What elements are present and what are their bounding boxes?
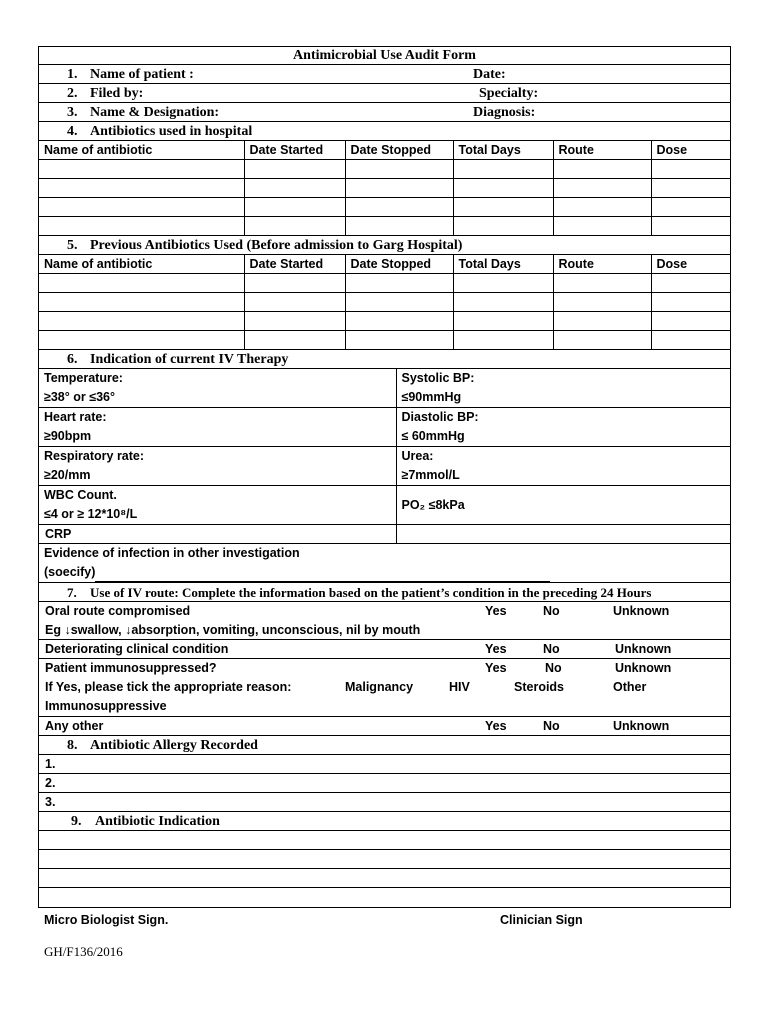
down-arrow-icon: ↓ [125, 623, 132, 637]
table-cell[interactable] [651, 293, 730, 312]
if-yes-label: If Yes, please tick the appropriate reason: [45, 680, 292, 694]
table-cell[interactable] [39, 274, 244, 293]
vitals-table [39, 369, 730, 582]
section-7-header [39, 583, 730, 602]
form-title: Antimicrobial Use Audit Form [39, 47, 730, 65]
table-cell[interactable] [345, 217, 453, 236]
heart-rate-cell[interactable] [39, 408, 396, 447]
section-8-header [39, 736, 730, 755]
temperature-criteria: ≥38° or ≤36° [44, 390, 115, 404]
table-row[interactable] [39, 160, 730, 179]
systolic-bp-label: Systolic BP: [401, 371, 475, 385]
allergy-number: 3. [45, 795, 56, 809]
table-cell[interactable] [651, 160, 730, 179]
column-header: Name of antibiotic [39, 141, 244, 160]
section-label: Antibiotic Indication [95, 814, 220, 829]
column-header: Route [553, 255, 651, 274]
column-header: Date Stopped [345, 255, 453, 274]
any-other-yes-option[interactable]: Yes [485, 719, 507, 733]
table-cell[interactable] [651, 198, 730, 217]
vitals-row [39, 369, 730, 408]
table-row[interactable] [39, 293, 730, 312]
item-number: 4. [67, 124, 78, 139]
vitals-row [39, 544, 730, 583]
table-cell[interactable] [39, 179, 244, 198]
urea-label: Urea: [401, 449, 434, 463]
table-cell[interactable] [39, 217, 244, 236]
table-cell[interactable] [39, 312, 244, 331]
vitals-row [39, 486, 730, 525]
section-label: Antibiotics used in hospital [90, 124, 253, 139]
steroids-option[interactable]: Steroids [514, 680, 565, 694]
table-cell[interactable] [651, 179, 730, 198]
section-label: Indication of current IV Therapy [90, 352, 289, 367]
table-cell[interactable] [553, 179, 651, 198]
column-header: Dose [651, 255, 730, 274]
allergy-row-3[interactable] [39, 793, 730, 812]
table-cell[interactable] [345, 312, 453, 331]
section-label: Antibiotic Allergy Recorded [90, 738, 258, 753]
table-cell[interactable] [553, 274, 651, 293]
item-number: 1. [67, 67, 78, 82]
wbc-cell[interactable] [39, 486, 396, 525]
temperature-cell[interactable] [39, 369, 396, 408]
section-label: Previous Antibiotics Used (Before admission to Garg Hospital) [90, 238, 463, 253]
oral-no-option[interactable]: No [543, 604, 560, 618]
table-row[interactable] [39, 179, 730, 198]
heart-rate-label: Heart rate: [44, 410, 107, 424]
item-number: 5. [67, 238, 78, 253]
table-cell[interactable] [244, 160, 345, 179]
deteriorating-row [39, 640, 730, 659]
item-number: 9. [71, 814, 82, 829]
table-cell[interactable] [345, 293, 453, 312]
item-number: 7. [67, 585, 77, 600]
column-header: Total Days [453, 141, 553, 160]
table-cell[interactable] [345, 198, 453, 217]
urea-cell[interactable] [396, 447, 730, 486]
table-cell[interactable] [553, 217, 651, 236]
indication-line-2[interactable] [39, 850, 730, 869]
crp-label: CRP [45, 527, 72, 541]
example-rest: absorption, vomiting, unconscious, nil by mouth [131, 623, 421, 637]
vitals-row [39, 525, 730, 544]
deteriorating-unknown-option[interactable]: Unknown [615, 642, 672, 656]
example-prefix: Eg [45, 623, 65, 637]
crp-value-cell[interactable] [396, 525, 730, 544]
table-cell[interactable] [553, 331, 651, 350]
table-cell[interactable] [244, 274, 345, 293]
table-header-row [39, 255, 730, 274]
any-other-no-option[interactable]: No [543, 719, 560, 733]
oral-yes-option[interactable]: Yes [485, 604, 507, 618]
table-cell[interactable] [553, 160, 651, 179]
item-number: 2. [67, 86, 78, 101]
form-code: GH/F136/2016 [44, 944, 123, 959]
wbc-label: WBC Count. [44, 488, 117, 502]
table-row[interactable] [39, 274, 730, 293]
table-cell[interactable] [345, 331, 453, 350]
section-label: Use of IV route: Complete the information based on the patient’s condition in the preceding 24 Hours [90, 585, 652, 600]
column-header: Date Started [244, 255, 345, 274]
evidence-specify-line [44, 563, 725, 582]
table-cell[interactable] [453, 160, 553, 179]
immuno-unknown-option[interactable]: Unknown [615, 661, 672, 675]
table-cell[interactable] [453, 331, 553, 350]
respiratory-rate-label: Respiratory rate: [44, 449, 145, 463]
item-number: 8. [67, 738, 78, 753]
table-cell[interactable] [39, 331, 244, 350]
table-row[interactable] [39, 217, 730, 236]
previous-antibiotics-table-row [39, 255, 730, 350]
specify-label: (soecify) [44, 565, 96, 579]
table-cell[interactable] [39, 293, 244, 312]
oral-unknown-option[interactable]: Unknown [613, 604, 670, 618]
table-cell[interactable] [244, 312, 345, 331]
audit-form [38, 46, 731, 908]
indication-line-4[interactable] [39, 888, 730, 907]
item-number: 3. [67, 105, 78, 120]
evidence-label: Evidence of infection in other investigation [44, 546, 300, 560]
micro-biologist-sign-label: Micro Biologist Sign. [44, 913, 169, 927]
malignancy-option[interactable]: Malignancy [345, 680, 414, 694]
table-header-row [39, 141, 730, 160]
vitals-table-row [39, 369, 730, 583]
allergy-row-1[interactable] [39, 755, 730, 774]
example-swallow: swallow, [70, 623, 126, 637]
diagnosis-label: Diagnosis: [473, 105, 536, 120]
any-other-row [39, 717, 730, 736]
oral-example-line [45, 623, 420, 637]
table-cell[interactable] [453, 179, 553, 198]
table-cell[interactable] [553, 198, 651, 217]
specify-blank[interactable] [95, 567, 550, 582]
table-cell[interactable] [553, 293, 651, 312]
diastolic-bp-criteria: ≤ 60mmHg [401, 429, 465, 443]
column-header: Total Days [453, 255, 553, 274]
diastolic-bp-label: Diastolic BP: [401, 410, 479, 424]
table-cell[interactable] [453, 293, 553, 312]
allergy-number: 1. [45, 757, 56, 771]
date-label: Date: [473, 67, 506, 82]
table-cell[interactable] [345, 179, 453, 198]
immuno-yes-option[interactable]: Yes [485, 661, 507, 675]
allergy-row-2[interactable] [39, 774, 730, 793]
table-cell[interactable] [651, 274, 730, 293]
table-cell[interactable] [39, 160, 244, 179]
column-header: Name of antibiotic [39, 255, 244, 274]
designation-label: Name & Designation: [90, 105, 220, 120]
column-header: Route [553, 141, 651, 160]
indication-line-3[interactable] [39, 869, 730, 888]
table-cell[interactable] [244, 331, 345, 350]
po2-label: PO₂ ≤8kPa [401, 497, 465, 512]
hospital-antibiotics-table [39, 141, 730, 235]
urea-criteria: ≥7mmol/L [401, 468, 460, 482]
table-row[interactable] [39, 198, 730, 217]
immuno-no-option[interactable]: No [545, 661, 562, 675]
patient-name-label: Name of patient : [90, 67, 194, 82]
filed-by-label: Filed by: [90, 86, 144, 101]
column-header: Date Stopped [345, 141, 453, 160]
column-header: Dose [651, 141, 730, 160]
table-row[interactable] [39, 312, 730, 331]
table-cell[interactable] [345, 274, 453, 293]
any-other-unknown-option[interactable]: Unknown [613, 719, 670, 733]
immunosuppressed-row [39, 659, 730, 717]
filed-by-row [39, 84, 730, 103]
temperature-label: Temperature: [44, 371, 123, 385]
immunosuppressed-label: Patient immunosuppressed? [45, 661, 217, 675]
table-cell[interactable] [453, 198, 553, 217]
diastolic-bp-cell[interactable] [396, 408, 730, 447]
table-cell[interactable] [244, 179, 345, 198]
clinician-sign-label: Clinician Sign [500, 913, 583, 927]
oral-route-row [39, 602, 730, 640]
deteriorating-label: Deteriorating clinical condition [45, 642, 229, 656]
table-cell[interactable] [39, 198, 244, 217]
section-5-header [39, 236, 730, 255]
section-6-header [39, 350, 730, 369]
designation-row [39, 103, 730, 122]
other-option[interactable]: Other [613, 680, 647, 694]
respiratory-rate-criteria: ≥20/mm [44, 468, 91, 482]
table-cell[interactable] [453, 217, 553, 236]
oral-route-label: Oral route compromised [45, 604, 191, 618]
hiv-option[interactable]: HIV [449, 680, 470, 694]
allergy-number: 2. [45, 776, 56, 790]
previous-antibiotics-table [39, 255, 730, 349]
table-cell[interactable] [244, 198, 345, 217]
table-cell[interactable] [651, 217, 730, 236]
item-number: 6. [67, 352, 78, 367]
heart-rate-criteria: ≥90bpm [44, 429, 92, 443]
deteriorating-no-option[interactable]: No [543, 642, 560, 656]
table-cell[interactable] [453, 312, 553, 331]
down-arrow-icon: ↓ [64, 623, 71, 637]
patient-name-row [39, 65, 730, 84]
wbc-criteria: ≤4 or ≥ 12*10⁸/L [44, 507, 138, 521]
table-cell[interactable] [244, 293, 345, 312]
table-cell[interactable] [651, 331, 730, 350]
vitals-row [39, 408, 730, 447]
any-other-label: Any other [45, 719, 104, 733]
table-cell[interactable] [244, 217, 345, 236]
respiratory-rate-cell[interactable] [39, 447, 396, 486]
table-cell[interactable] [345, 160, 453, 179]
table-cell[interactable] [553, 312, 651, 331]
po2-cell[interactable] [396, 486, 730, 525]
hospital-antibiotics-table-row [39, 141, 730, 236]
section-4-header [39, 122, 730, 141]
systolic-bp-cell[interactable] [396, 369, 730, 408]
evidence-cell[interactable] [39, 544, 730, 583]
deteriorating-yes-option[interactable]: Yes [485, 642, 507, 656]
immunosuppressive-option[interactable]: Immunosuppressive [45, 699, 167, 713]
section-9-header [39, 812, 730, 831]
column-header: Date Started [244, 141, 345, 160]
specialty-label: Specialty: [479, 86, 539, 101]
table-cell[interactable] [453, 274, 553, 293]
crp-cell[interactable] [39, 525, 396, 544]
systolic-bp-criteria: ≤90mmHg [401, 390, 462, 404]
vitals-row [39, 447, 730, 486]
table-cell[interactable] [651, 312, 730, 331]
table-row[interactable] [39, 331, 730, 350]
indication-line-1[interactable] [39, 831, 730, 850]
